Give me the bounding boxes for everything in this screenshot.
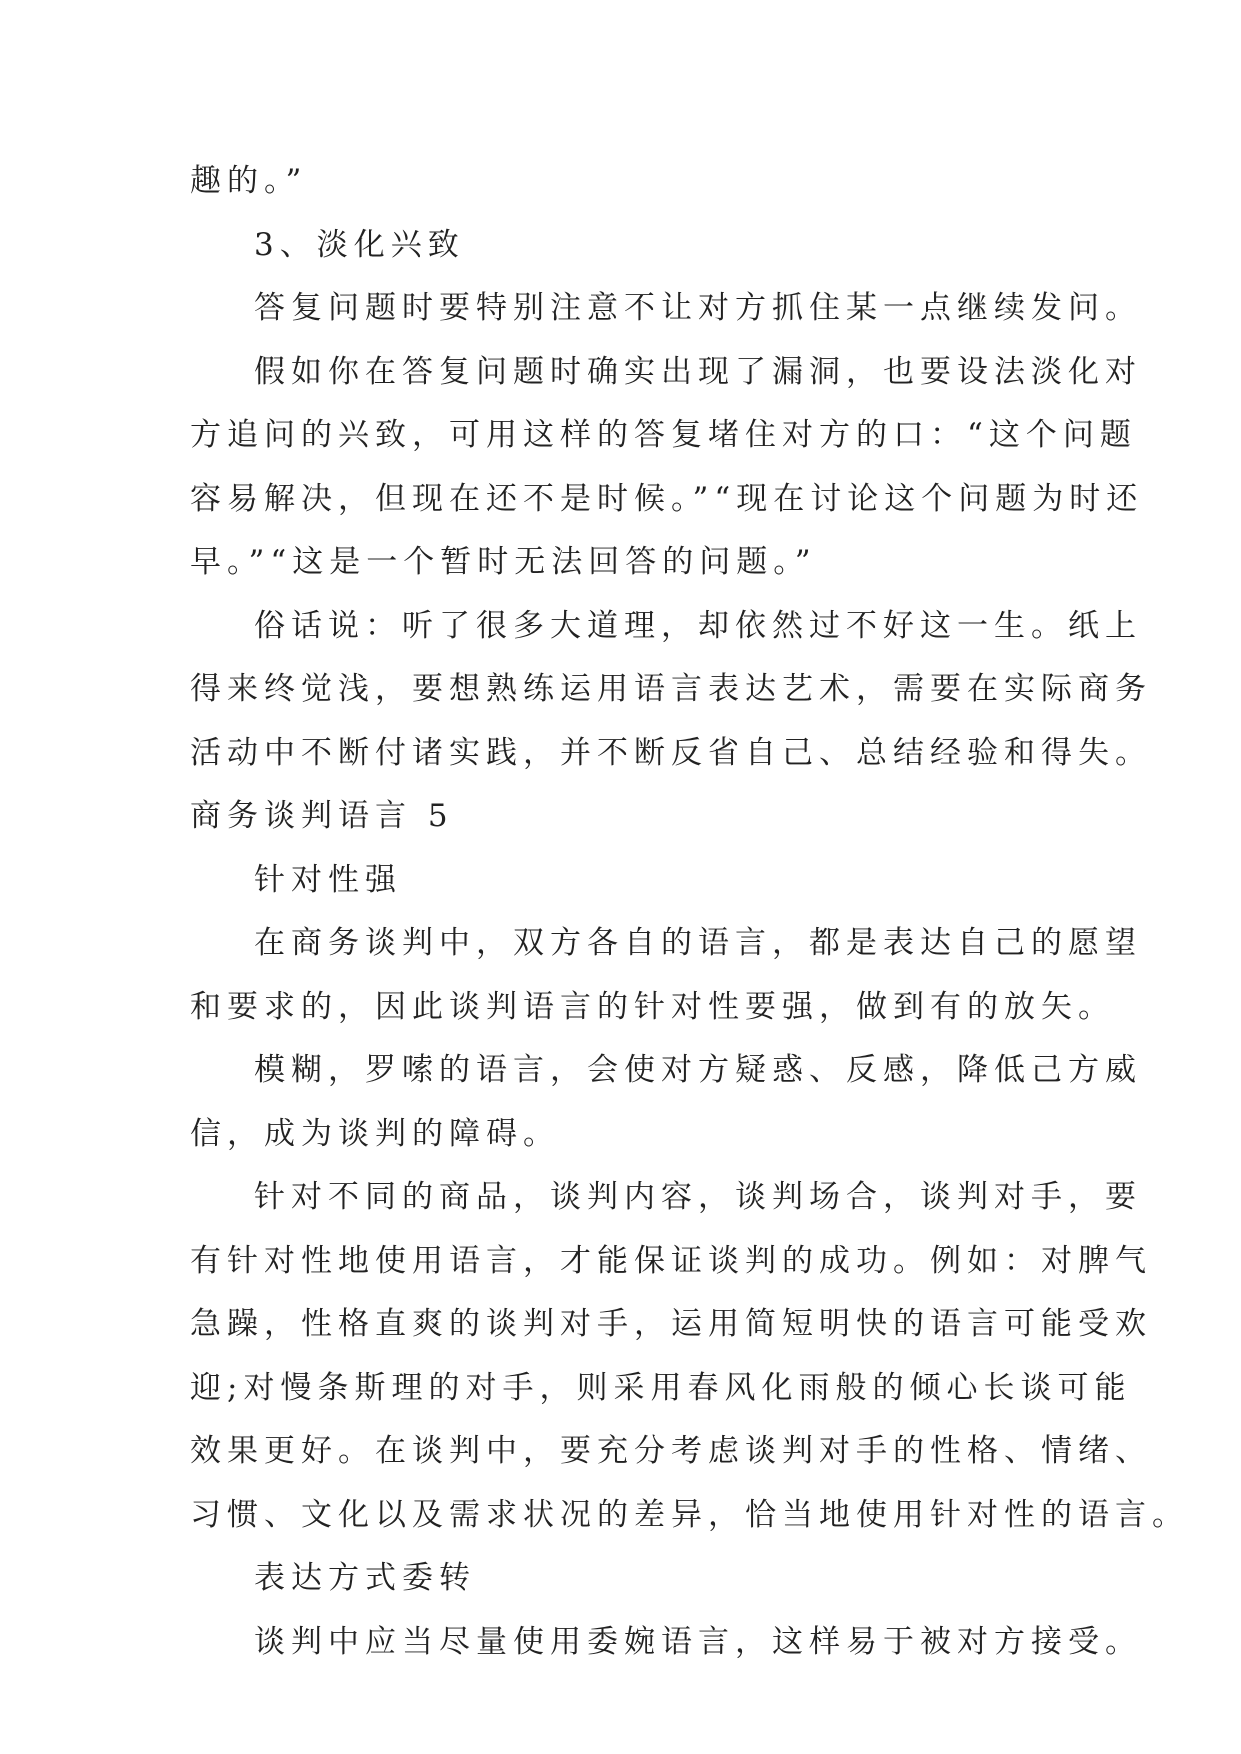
text-line: 谈判中应当尽量使用委婉语言，这样易于被对方接受。 bbox=[254, 1623, 1142, 1660]
text-line: 信，成为谈判的障碍。 bbox=[190, 1115, 560, 1152]
text-line: 针对性强 bbox=[254, 861, 402, 898]
text-line: 活动中不断付诸实践，并不断反省自己、总结经验和得失。 bbox=[190, 734, 1152, 771]
text-line: 针对不同的商品，谈判内容，谈判场合，谈判对手，要 bbox=[254, 1179, 1142, 1215]
text-line: 假如你在答复问题时确实出现了漏洞，也要设法淡化对 bbox=[254, 353, 1142, 390]
text-line: 在商务谈判中，双方各自的语言，都是表达自己的愿望 bbox=[254, 925, 1142, 961]
text-line: 迎;对慢条斯理的对手，则采用春风化雨般的倾心长谈可能 bbox=[190, 1369, 1132, 1406]
text-line: 有针对性地使用语言，才能保证谈判的成功。例如：对脾气 bbox=[190, 1242, 1152, 1279]
text-line: 俗话说：听了很多大道理，却依然过不好这一生。纸上 bbox=[254, 607, 1142, 644]
text-line: 模糊，罗嗦的语言，会使对方疑惑、反感，降低己方威 bbox=[254, 1052, 1142, 1088]
text-line: 方追问的兴致，可用这样的答复堵住对方的口：“这个问题 bbox=[190, 417, 1137, 453]
text-line: 得来终觉浅，要想熟练运用语言表达艺术，需要在实际商务 bbox=[190, 671, 1152, 707]
text-line: 3、淡化兴致 bbox=[254, 226, 465, 263]
text-line: 急躁，性格直爽的谈判对手，运用简短明快的语言可能受欢 bbox=[190, 1306, 1152, 1342]
text-line: 答复问题时要特别注意不让对方抓住某一点继续发问。 bbox=[254, 290, 1142, 326]
text-line: 趣的。” bbox=[190, 163, 308, 199]
text-line: 习惯、文化以及需求状况的差异，恰当地使用针对性的语言。 bbox=[190, 1496, 1189, 1533]
text-line: 早。”“这是一个暂时无法回答的问题。” bbox=[190, 544, 817, 580]
document-body bbox=[190, 150, 1189, 1674]
text-line: 效果更好。在谈判中，要充分考虑谈判对手的性格、情绪、 bbox=[190, 1433, 1152, 1469]
text-line: 商务谈判语言 5 bbox=[190, 798, 454, 834]
text-line: 容易解决，但现在还不是时候。”“现在讨论这个问题为时还 bbox=[190, 480, 1144, 517]
text-line: 表达方式委转 bbox=[254, 1560, 476, 1596]
text-line: 和要求的，因此谈判语言的针对性要强，做到有的放矢。 bbox=[190, 988, 1115, 1025]
